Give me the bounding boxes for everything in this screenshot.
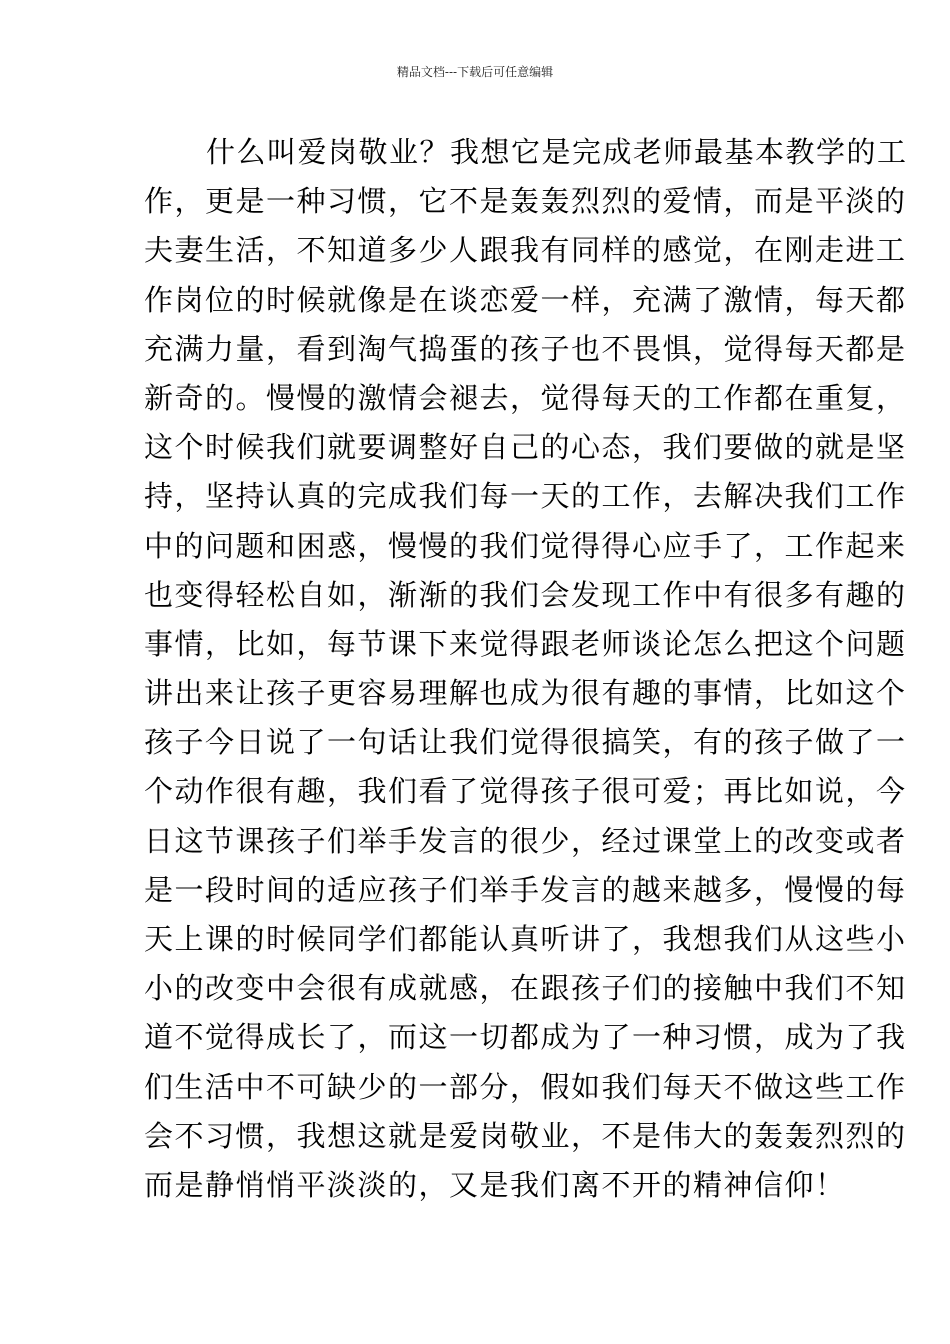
paragraph-line: 作，更是一种习惯，它不是轰轰烈烈的爱情，而是平淡的	[144, 184, 907, 219]
paragraph-line: 作岗位的时候就像是在谈恋爱一样，充满了激情，每天都	[144, 282, 907, 317]
paragraph-line: 小的改变中会很有成就感，在跟孩子们的接触中我们不知	[144, 971, 907, 1006]
paragraph-line: 充满力量，看到淘气捣蛋的孩子也不畏惧，觉得每天都是	[144, 331, 907, 366]
paragraph-line: 讲出来让孩子更容易理解也成为很有趣的事情，比如这个	[144, 676, 907, 711]
paragraph-line: 中的问题和困惑，慢慢的我们觉得得心应手了，工作起来	[144, 528, 907, 563]
paragraph-line: 事情，比如，每节课下来觉得跟老师谈论怎么把这个问题	[144, 626, 907, 661]
paragraph-line: 新奇的。慢慢的激情会褪去，觉得每天的工作都在重复，	[144, 380, 907, 415]
paragraph-line: 持，坚持认真的完成我们每一天的工作，去解决我们工作	[144, 479, 907, 514]
paragraph-line: 个动作很有趣，我们看了觉得孩子很可爱；再比如说，今	[144, 774, 907, 809]
paragraph-line: 什么叫爱岗敬业？我想它是完成老师最基本教学的工	[206, 135, 908, 169]
paragraph-line: 也变得轻松自如，渐渐的我们会发现工作中有很多有趣的	[144, 577, 907, 612]
paragraph-line: 道不觉得成长了，而这一切都成为了一种习惯，成为了我	[144, 1020, 907, 1055]
paragraph-line: 们生活中不可缺少的一部分，假如我们每天不做这些工作	[144, 1069, 907, 1104]
paragraph-line: 孩子今日说了一句话让我们觉得很搞笑，有的孩子做了一	[144, 725, 907, 760]
body-paragraph	[144, 128, 908, 1210]
paragraph-line: 夫妻生活，不知道多少人跟我有同样的感觉，在刚走进工	[144, 233, 907, 268]
paragraph-line: 天上课的时候同学们都能认真听讲了，我想我们从这些小	[144, 922, 907, 956]
paragraph-line: 会不习惯，我想这就是爱岗敬业，不是伟大的轰轰烈烈的	[144, 1118, 907, 1153]
paragraph-line: 日这节课孩子们举手发言的很少，经过课堂上的改变或者	[144, 823, 907, 858]
paragraph-line: 是一段时间的适应孩子们举手发言的越来越多，慢慢的每	[144, 872, 907, 907]
paragraph-line: 这个时候我们就要调整好自己的心态，我们要做的就是坚	[144, 430, 907, 465]
paragraph-line: 而是静悄悄平淡淡的，又是我们离不开的精神信仰！	[144, 1167, 846, 1202]
page-header: 精品文档---下载后可任意编辑	[396, 65, 554, 79]
